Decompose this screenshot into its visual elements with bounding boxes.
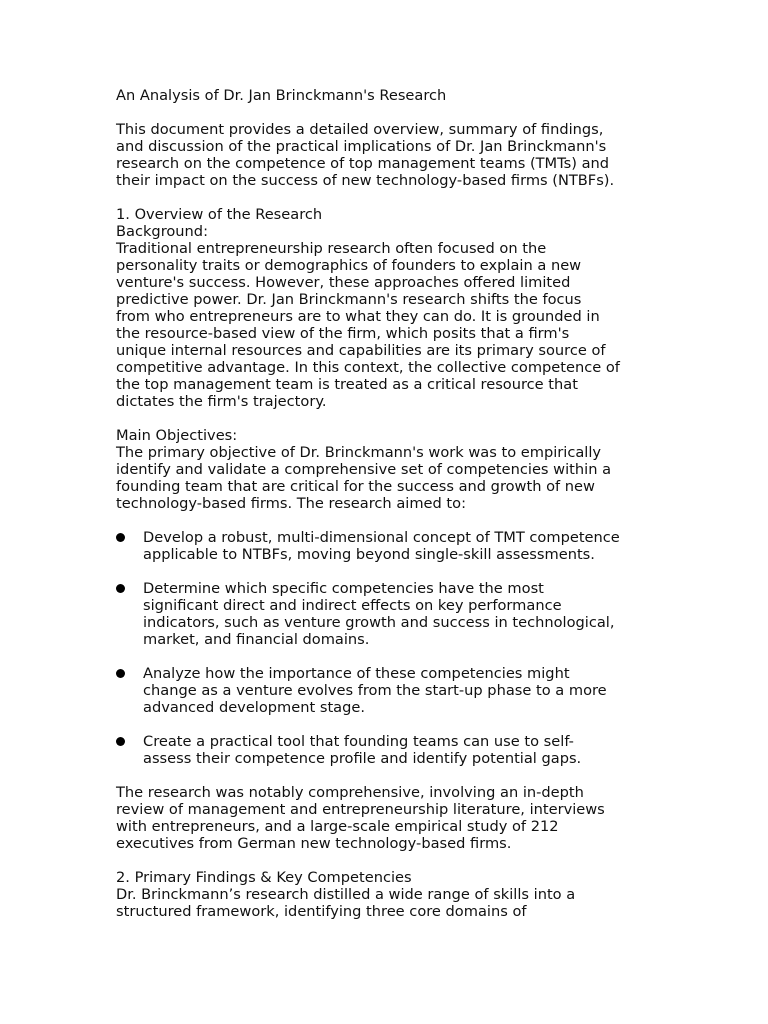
intro-paragraph: [116, 121, 661, 189]
bullet-dot-icon: [116, 584, 125, 593]
text-line: technology-based firms. The research aimed to:: [116, 495, 466, 512]
text-line: Create a practical tool that founding teams can use to self-: [143, 733, 574, 750]
subheading-objectives: Main Objectives:: [116, 427, 238, 444]
text-line: assess their competence profile and identify potential gaps.: [143, 750, 582, 767]
text-line: Traditional entrepreneurship research often focused on the: [116, 240, 547, 257]
text-line: Analyze how the importance of these competencies might: [143, 665, 570, 682]
document-page: [116, 87, 661, 920]
text-line: Determine which specific competencies have the most: [143, 580, 544, 597]
section-heading: 2. Primary Findings & Key Competencies: [116, 869, 412, 886]
text-line: dictates the firm's trajectory.: [116, 393, 327, 410]
text-line: the top management team is treated as a critical resource that: [116, 376, 578, 393]
text-line: research on the competence of top management teams (TMTs) and: [116, 155, 610, 172]
text-line: with entrepreneurs, and a large-scale empirical study of 212: [116, 818, 559, 835]
bullet-item: [116, 580, 661, 648]
spacer: [116, 104, 661, 121]
findings-paragraph: [116, 886, 661, 920]
text-line: This document provides a detailed overview, summary of findings,: [116, 121, 604, 138]
objectives-paragraph: [116, 444, 661, 512]
spacer: [116, 648, 661, 665]
text-line: identify and validate a comprehensive set of competencies within a: [116, 461, 612, 478]
subheading-background: Background:: [116, 223, 208, 240]
text-line: applicable to NTBFs, moving beyond single-skill assessments.: [143, 546, 595, 563]
spacer: [116, 563, 661, 580]
spacer: [116, 852, 661, 869]
text-line: Develop a robust, multi-dimensional concept of TMT competence: [143, 529, 620, 546]
text-line: predictive power. Dr. Jan Brinckmann's research shifts the focus: [116, 291, 582, 308]
bullet-item: [116, 733, 661, 767]
bullet-dot-icon: [116, 737, 125, 746]
text-line: review of management and entrepreneurship literature, interviews: [116, 801, 605, 818]
text-line: advanced development stage.: [143, 699, 365, 716]
bullet-dot-icon: [116, 669, 125, 678]
background-paragraph: [116, 240, 661, 410]
text-line: indicators, such as venture growth and success in technological,: [143, 614, 615, 631]
text-line: The research was notably comprehensive, involving an in-depth: [116, 784, 584, 801]
text-line: their impact on the success of new technology-based firms (NTBFs).: [116, 172, 615, 189]
text-line: unique internal resources and capabilities are its primary source of: [116, 342, 606, 359]
text-line: and discussion of the practical implications of Dr. Jan Brinckmann's: [116, 138, 607, 155]
spacer: [116, 410, 661, 427]
text-line: competitive advantage. In this context, the collective competence of: [116, 359, 620, 376]
closing-paragraph: [116, 784, 661, 852]
bullet-item: [116, 665, 661, 716]
text-line: change as a venture evolves from the start-up phase to a more: [143, 682, 607, 699]
text-line: The primary objective of Dr. Brinckmann's work was to empirically: [116, 444, 602, 461]
text-line: founding team that are critical for the success and growth of new: [116, 478, 595, 495]
section-heading: 1. Overview of the Research: [116, 206, 323, 223]
spacer: [116, 767, 661, 784]
document-title: An Analysis of Dr. Jan Brinckmann's Research: [116, 87, 447, 104]
text-line: market, and financial domains.: [143, 631, 370, 648]
text-line: Dr. Brinckmann’s research distilled a wide range of skills into a: [116, 886, 576, 903]
text-line: the resource-based view of the firm, which posits that a firm's: [116, 325, 570, 342]
spacer: [116, 189, 661, 206]
text-line: executives from German new technology-based firms.: [116, 835, 512, 852]
bullet-dot-icon: [116, 533, 125, 542]
bullet-item: [116, 529, 661, 563]
text-line: from who entrepreneurs are to what they can do. It is grounded in: [116, 308, 600, 325]
text-line: venture's success. However, these approaches offered limited: [116, 274, 571, 291]
text-line: personality traits or demographics of founders to explain a new: [116, 257, 582, 274]
spacer: [116, 512, 661, 529]
spacer: [116, 716, 661, 733]
text-line: significant direct and indirect effects on key performance: [143, 597, 562, 614]
text-line: structured framework, identifying three core domains of: [116, 903, 527, 920]
